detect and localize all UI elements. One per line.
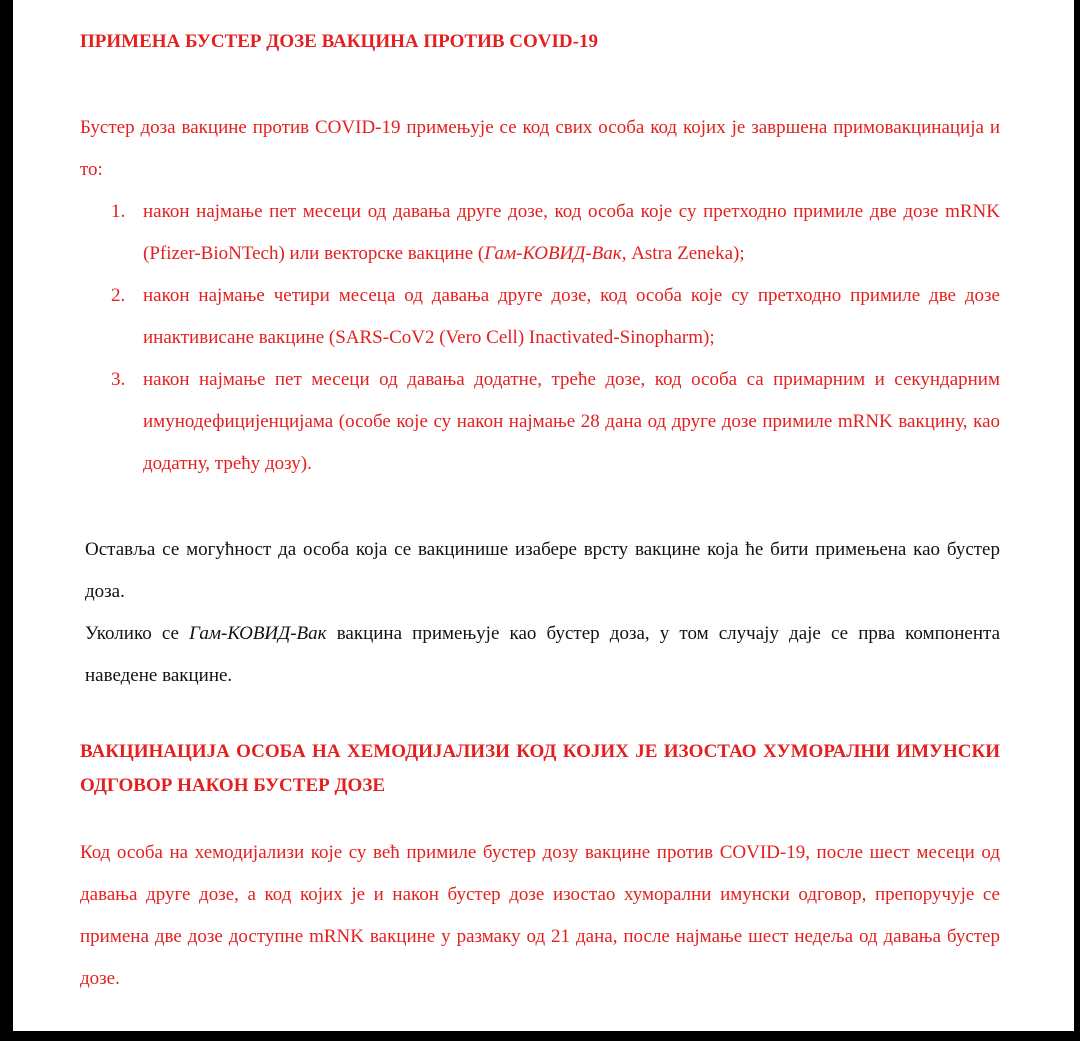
list-item-text: након најмање пет месеци од давања додатне, треће дозе, код особа са примарним и секундарним имунодефицијенцијама (особе које су након најмање 28 дана од друге дозе примиле mRNK вакцину, као додатну, трећу дозу). [143, 369, 1000, 474]
para-text-end: вакцина примењује као бустер доза, у том случају даје се прва компонента наведене вакцине. [85, 623, 1001, 686]
list-number: 1. [111, 201, 126, 222]
list-number: 3. [111, 369, 126, 390]
list-item-text: након најмање пет месеци од давања друге дозе, код особа које су претходно примиле две дозе mRNK (Pfizer-BioNTech) или векторске вакцине ( [143, 201, 1000, 264]
screen-bottom-edge [0, 1031, 1080, 1041]
list-item [111, 191, 1000, 275]
list-item-text: након најмање четири месеца од давања друге дозе, код особа које су претходно примиле две дозе инактивисане вакцине (SARS-CoV2 (Vero Cell) Inactivated-Sinopharm); [143, 285, 1000, 348]
vaccine-choice-paragraph: Оставља се могућност да особа која се вакцинише изабере врсту вакцине која ће бити примењена као бустер доза. [85, 539, 1000, 602]
booster-conditions-list [111, 191, 1000, 485]
list-item [111, 359, 1000, 485]
list-number: 2. [111, 285, 126, 306]
vaccine-name-italic: Гам-КОВИД-Вак [189, 623, 327, 644]
heading-hemodialysis: ВАКЦИНАЦИЈА ОСОБА НА ХЕМОДИЈАЛИЗИ КОД КОЈИХ ЈЕ ИЗОСТАО ХУМОРАЛНИ ИМУНСКИ ОДГОВОР НАКОН БУСТЕР ДОЗЕ [80, 741, 1000, 796]
heading-booster-dose: ПРИМЕНА БУСТЕР ДОЗЕ ВАКЦИНА ПРОТИВ COVID-19 [80, 31, 598, 52]
intro-paragraph: Бустер доза вакцине против COVID-19 примењује се код свих особа код којих је завршена примовакцинација и то: [80, 117, 1000, 180]
hemodialysis-paragraph: Код особа на хемодијализи које су већ примиле бустер дозу вакцине против COVID-19, после шест месеци од давања друге дозе, а код којих је и након бустер дозе изостао хуморални имунски одговор, препоручује се примена две дозе доступне mRNK вакцине у размаку од 21 дана, после најмање шест недеља од давања бустер дозе. [80, 842, 1000, 989]
document-page [13, 0, 1074, 1031]
gam-covid-vac-paragraph [85, 613, 1000, 697]
list-item [111, 275, 1000, 359]
para-text-start: Уколико се [85, 623, 190, 644]
vaccine-name-italic: Гам-КОВИД-Вак [484, 243, 622, 264]
list-item-text-end: , Astra Zeneka); [621, 243, 745, 264]
